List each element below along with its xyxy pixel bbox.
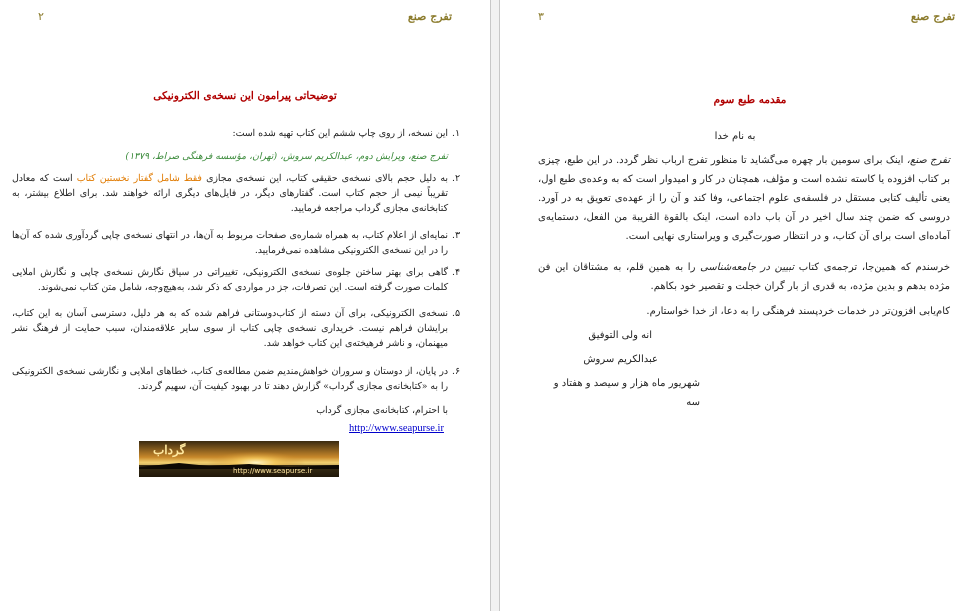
author-name: عبدالکریم سروش bbox=[583, 354, 658, 365]
left-section-title: توضیحاتی پیرامون این نسخه‌ی الکترونیکی bbox=[153, 90, 337, 102]
right-section-title: مقدمه طبع سوم bbox=[713, 94, 787, 106]
right-page-number: ۳ bbox=[538, 10, 544, 23]
bismillah: به نام خدا bbox=[714, 131, 756, 142]
highlight-text: فقط شامل گفتار نخستین کتاب bbox=[76, 173, 202, 184]
banner-url-text: http://www.seapurse.ir bbox=[233, 467, 313, 475]
prayer-paragraph: کام‌یابی افزون‌تر در خدمات خردپسند فرهنگی را به دعا، از خدا خواستارم. bbox=[646, 306, 950, 317]
left-header-title: تفرج صنع bbox=[407, 10, 452, 23]
right-page bbox=[500, 0, 967, 611]
list-item: ۲. به دلیل حجم بالای نسخه‌ی حقیقی کتاب، این نسخه‌ی مجازی فقط شامل گفتار نخستین کتاب است که معادل تقریباً نیمی از حجم کتاب است. گفتارهای دیگر، در فایل‌های دیگری ارائه خواهند شد. برای اطلاع بیشتر، به کتابخانه‌ی مجازی گرداب مراجعه فرمایید. bbox=[12, 173, 460, 214]
library-banner[interactable] bbox=[139, 441, 339, 477]
signature-line-1: انه ولی التوفیق bbox=[588, 330, 652, 341]
right-header-title: تفرج صنع bbox=[910, 10, 955, 23]
date-line: شهریور ماه هزار و سیصد و هفتاد و سه bbox=[553, 378, 700, 408]
page-gutter bbox=[490, 0, 500, 611]
list-item: ۶. در پایان، از دوستان و سروران خواهش‌مندیم ضمن مطالعه‌ی کتاب، خطاهای املایی و نگارشی نسخه‌ی الکترونیکی را به «کتابخانه‌ی مجازی گرداب» گزارش دهند تا در بهبود کیفیت آن، سهیم گردند. bbox=[12, 366, 460, 392]
website-link[interactable]: http://www.seapurse.ir bbox=[349, 423, 444, 434]
banner-logo-text: گرداب bbox=[153, 443, 186, 457]
list-item: ۳. نمایه‌ای از اعلام کتاب، به همراه شماره‌ی صفحات مربوط به آن‌ها، در انتهای نسخه‌ی چاپی گردآوری شده که آن‌ها را در این نسخه‌ی الکترونیکی مشاهده نمی‌فرمایید. bbox=[12, 230, 460, 256]
list-item: ۱. این نسخه، از روی چاپ ششم این کتاب تهیه شده است: bbox=[232, 128, 460, 139]
closing-line: با احترام، کتابخانه‌ی مجازی گرداب bbox=[316, 405, 448, 416]
left-page-number: ۲ bbox=[38, 10, 44, 23]
list-item: ۵. نسخه‌ی الکترونیکی، برای آن دسته از کتاب‌دوستانی فراهم شده که به هر دلیل، دسترسی آسان به این کتاب، برایشان فراهم نیست. خریداری نسخه‌ی چاپی کتاب از سوی سایر علاقه‌مندان، سبب حمایت از فرهنگ نشر میهنمان، و ناشر فرهیخته‌ی این کتاب خواهد شد. bbox=[12, 308, 460, 349]
list-item: ۴. گاهی برای بهتر ساختن جلوه‌ی نسخه‌ی الکترونیکی، تغییراتی در سیاق نگارش نسخه‌ی چاپی و نگارش املایی کلمات صورت گرفته است. این تصرفات، جز در مواردی که ذکر شد، به‌هیچ‌وجه، شامل متن کتاب نمی‌شوند. bbox=[12, 267, 460, 293]
translation-paragraph: خرسندم که همین‌جا، ترجمه‌ی کتاب تبیین در جامعه‌شناسی را به همین قلم، به مشتاقان این فن مژده بدهم و بدین مژده، به قدری از بار گران خجلت و تقصیر خود بکاهم. bbox=[538, 262, 950, 292]
citation-line: تفرج صنع، ویرایش دوم، عبدالکریم سروش، (تهران، مؤسسه فرهنگی صراط، ۱۳۷۹) bbox=[125, 151, 448, 162]
intro-paragraph: تفرج صنع، اینک برای سومین بار چهره می‌گشاید تا منظور تفرج ارباب نظر گردد. در این طبع، چیزی بر کتاب افزوده یا کاسته نشده است و مؤلف، همچنان در کار و امیدوار است که به وعده‌ی طبع اول، یعنی تألیف کتابی مستقل در فلسفه‌ی علوم اجتماعی، وفا کند و آن را از عهده‌ی تعویق به در آورد. دروسی که ضمن چند سال اخیر در آن باب داده است، اینک بالقوة القریبة من الفعل، دستمایه‌ی آماده‌ای است برای آن کتاب، و در انتظار صورت‌گیری و ویراستاری نهایی است. bbox=[538, 155, 950, 242]
